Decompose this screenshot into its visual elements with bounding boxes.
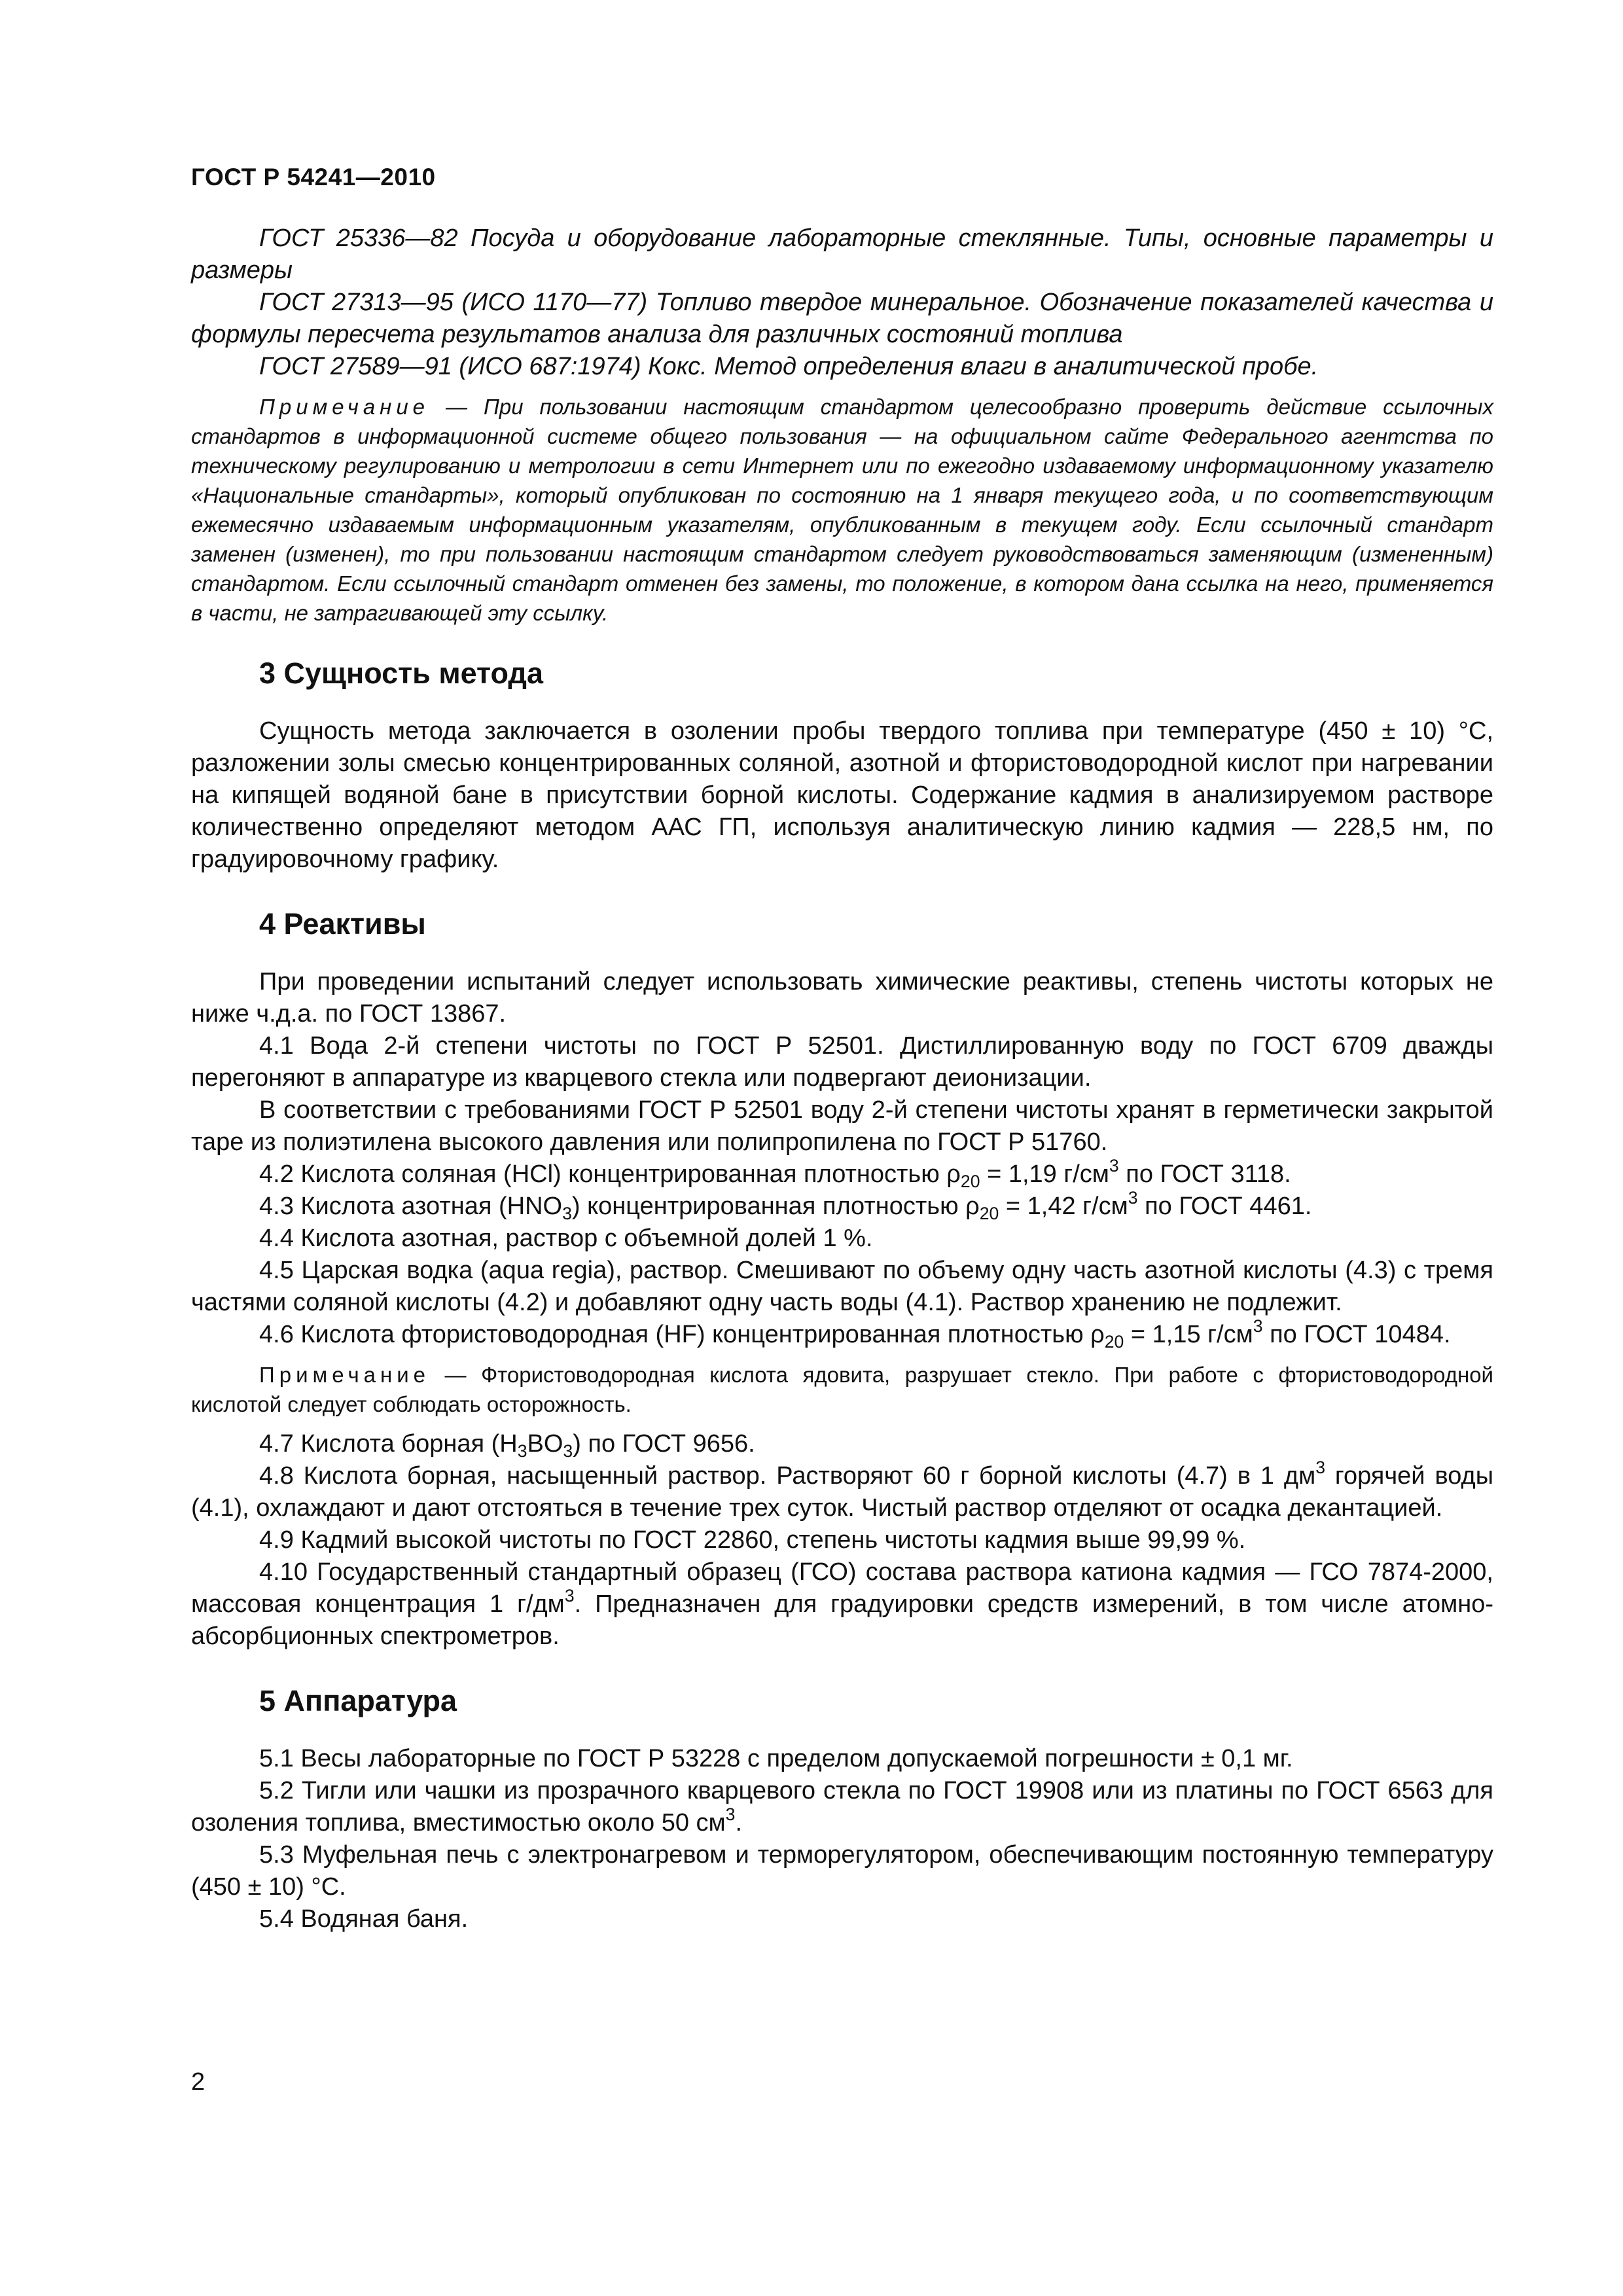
item-4-8: 4.8 Кислота борная, насыщенный раствор. Растворяют 60 г борной кислоты (4.7) в 1 $дм^3$ горячей воды (4.1), охлаждают и дают отстояться в течение трех суток. Чистый раствор отделяют от осадка декантацией. [191, 1458, 1494, 1522]
item-5-2: 5.2 Тигли или чашки из прозрачного кварцевого стекла по ГОСТ 19908 или из платины по ГОСТ 6563 для озоления топлива, вместимостью около 50 $см^3$. [191, 1777, 1493, 1837]
note-label: Примечание [259, 1363, 431, 1387]
note-text: — Фтористоводородная кислота ядовита, разрушает стекло. При работе с фтористоводородной кислотой следует соблюдать осторожность. [191, 1363, 1493, 1416]
section-5-heading: 5 Аппаратура [259, 1684, 457, 1717]
item-4-4: 4.4 Кислота азотная, раствор с объемной долей 1 %. [259, 1225, 873, 1252]
item-5-1: 5.1 Весы лабораторные по ГОСТ Р 53228 с пределом допускаемой погрешности ± 0,1 мг. [259, 1745, 1293, 1772]
section-3-text: Сущность метода заключается в озолении пробы твердого топлива при температуре (450 ± 10) °С, разложении золы смесью концентрированных соляной, азотной и фтористоводородной кислот при нагревании на кипящей водяной бане в присутствии борной кислоты. Содержание кадмия в анализируемом растворе количественно определяют методом ААС ГП, используя аналитическую линию кадмия — 228,5 нм, по градуировочному графику. [191, 717, 1493, 873]
note-text: — При пользовании настоящим стандартом целесообразно проверить действие ссылочных стандартов в информационной системе общего пользования — на официальном сайте Федерального агентства по техническому регулированию и метрологии в сети Интернет или по ежегодно издаваемому информационному указателю «Национальные стандарты», который опубликован по состоянию на 1 января текущего года, и по соответствующим ежемесячно издаваемым информационным указателям, опубликованным в текущем году. Если ссылочный стандарт заменен (изменен), то при пользовании настоящим стандартом следует руководствоваться заменяющим (измененным) стандартом. Если ссылочный стандарт отменен без замены, то положение, в котором дана ссылка на него, применяется в части, не затрагивающей эту ссылку. [191, 395, 1493, 625]
reference-gost-25336: ГОСТ 25336—82 Посуда и оборудование лабораторные стеклянные. Типы, основные параметры и размеры [191, 224, 1493, 284]
item-4-7: 4.7 Кислота борная $(H_3BO_3)$ по ГОСТ 9656. [259, 1430, 755, 1461]
item-4-1-storage: В соответствии с требованиями ГОСТ Р 52501 воду 2-й степени чистоты хранят в герметически закрытой таре из полиэтилена высокого давления или полипропилена по ГОСТ Р 51760. [191, 1096, 1493, 1156]
note-references [191, 392, 1493, 628]
note-label: Примечание [259, 395, 430, 419]
item-4-1: 4.1 Вода 2-й степени чистоты по ГОСТ Р 52501. Дистиллированную воду по ГОСТ 6709 дважды перегоняют в аппаратуре из кварцевого стекла или подвергают деионизации. [191, 1032, 1493, 1092]
item-4-6: 4.6 Кислота фтористоводородная (HF) концентрированная плотностью $\rho_{20} = 1,15$ $г/см^3$ по ГОСТ 10484. [259, 1316, 1451, 1352]
item-4-9: 4.9 Кадмий высокой чистоты по ГОСТ 22860, степень чистоты кадмия выше 99,99 %. [259, 1526, 1246, 1554]
item-5-4: 5.4 Водяная баня. [259, 1905, 469, 1933]
section-3-heading: 3 Сущность метода [259, 656, 543, 690]
section-4-intro: При проведении испытаний следует использовать химические реактивы, степень чистоты которых не ниже ч.д.а. по ГОСТ 13867. [191, 968, 1493, 1028]
item-4-10: 4.10 Государственный стандартный образец (ГСО) состава раствора катиона кадмия — ГСО 7874-2000, массовая концентрация 1 $г/дм^3$. Предназначен для градуировки средств измерений, в том числе атомно-абсорбционных спектрометров. [191, 1558, 1493, 1650]
reference-gost-27589: ГОСТ 27589—91 (ИСО 687:1974) Кокс. Метод определения влаги в аналитической пробе. [259, 353, 1319, 380]
page-content [191, 223, 1493, 1935]
page-number: 2 [191, 2068, 205, 2096]
item-4-3: 4.3 Кислота азотная $(HNO_3)$ концентрированная плотностью $\rho_{20} = 1,42$ $г/см^3$ по ГОСТ 4461. [259, 1188, 1312, 1223]
note-hf-warning [191, 1360, 1493, 1419]
section-4-heading: 4 Реактивы [259, 907, 426, 941]
item-4-2: 4.2 Кислота соляная (HCl) концентрированная плотностью $\rho_{20} = 1,19$ $г/см^3$ по ГОСТ 3118. [259, 1156, 1291, 1191]
item-5-3: 5.3 Муфельная печь с электронагревом и терморегулятором, обеспечивающим постоянную температуру (450 ± 10) °С. [191, 1841, 1493, 1901]
standard-header: ГОСТ Р 54241—2010 [191, 164, 436, 190]
item-4-5: 4.5 Царская водка (aqua regia), раствор. Смешивают по объему одну часть азотной кислоты (4.3) с тремя частями соляной кислоты (4.2) и добавляют одну часть воды (4.1). Раствор хранению не подлежит. [191, 1257, 1493, 1316]
reference-gost-27313: ГОСТ 27313—95 (ИСО 1170—77) Топливо твердое минеральное. Обозначение показателей качества и формулы пересчета результатов анализа для различных состояний топлива [191, 289, 1493, 348]
